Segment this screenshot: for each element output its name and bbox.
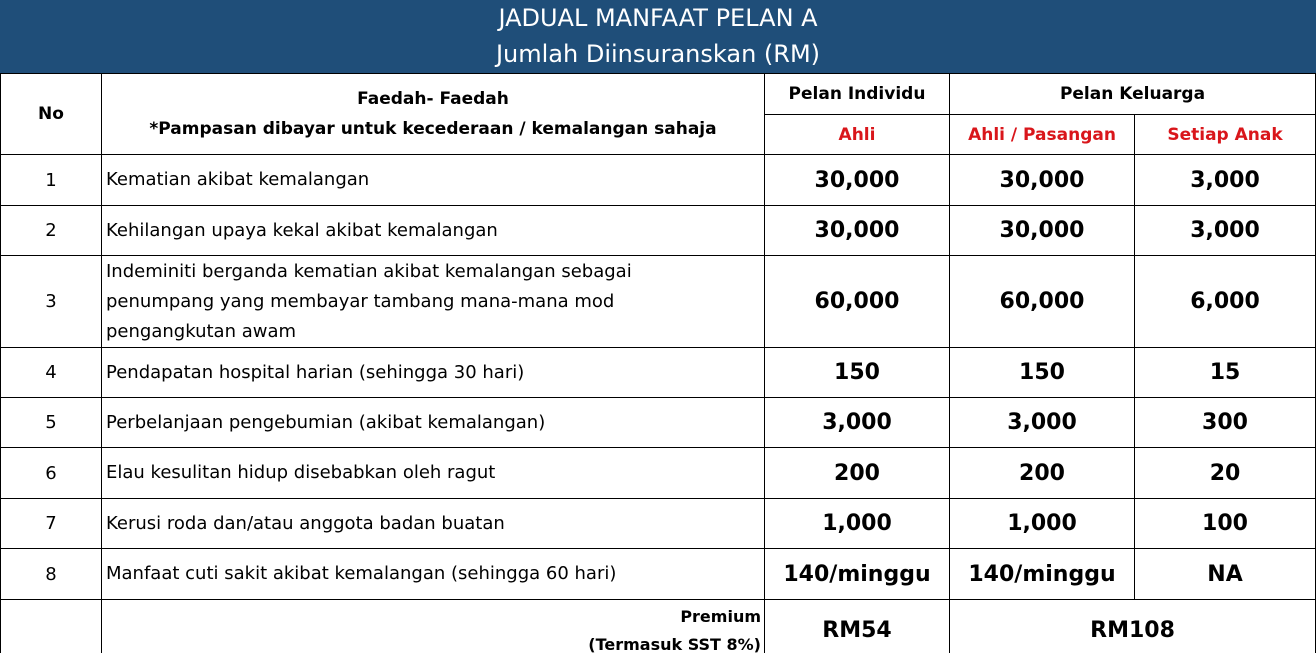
header-faedah — [102, 74, 765, 155]
row-pasangan-value: 200 — [950, 448, 1135, 499]
row-desc: Kerusi roda dan/atau anggota badan buatan — [102, 499, 765, 549]
page-subtitle: Jumlah Diinsuranskan (RM) — [495, 40, 821, 68]
row-desc: Perbelanjaan pengebumian (akibat kemalangan) — [102, 398, 765, 448]
premium-note: (Termasuk SST 8%) — [588, 634, 761, 653]
title-banner — [0, 0, 1316, 73]
page-title: JADUAL MANFAAT PELAN A — [498, 4, 818, 32]
header-faedah-note: *Pampasan dibayar untuk kecederaan / kemalangan sahaja — [149, 119, 717, 139]
row-no: 8 — [1, 549, 102, 600]
benefit-table — [0, 73, 1316, 653]
row-desc: Indeminiti berganda kematian akibat kemalangan sebagai penumpang yang membayar tambang mana-mana mod pengangkutan awam — [102, 256, 765, 348]
premium-individu: RM54 — [765, 600, 950, 653]
header-faedah-title: Faedah- Faedah — [357, 89, 509, 109]
row-pasangan-value: 140/minggu — [950, 549, 1135, 600]
premium-label-cell — [102, 600, 765, 653]
row-desc: Pendapatan hospital harian (sehingga 30 hari) — [102, 348, 765, 398]
header-pelan-keluarga: Pelan Keluarga — [950, 74, 1316, 115]
row-individu-value: 3,000 — [765, 398, 950, 448]
row-individu-value: 30,000 — [765, 206, 950, 256]
row-individu-value: 60,000 — [765, 256, 950, 348]
premium-empty-cell — [1, 600, 102, 653]
row-anak-value: 3,000 — [1135, 206, 1316, 256]
table-row — [1, 549, 1316, 600]
premium-row — [1, 600, 1316, 653]
row-pasangan-value: 30,000 — [950, 155, 1135, 206]
row-anak-value: 15 — [1135, 348, 1316, 398]
row-desc: Manfaat cuti sakit akibat kemalangan (sehingga 60 hari) — [102, 549, 765, 600]
subheader-setiap-anak: Setiap Anak — [1135, 115, 1316, 155]
table-row — [1, 256, 1316, 348]
row-anak-value: 3,000 — [1135, 155, 1316, 206]
table-row — [1, 348, 1316, 398]
row-individu-value: 30,000 — [765, 155, 950, 206]
row-anak-value: 100 — [1135, 499, 1316, 549]
table-row — [1, 206, 1316, 256]
row-no: 5 — [1, 398, 102, 448]
row-desc: Kematian akibat kemalangan — [102, 155, 765, 206]
table-row — [1, 398, 1316, 448]
row-individu-value: 1,000 — [765, 499, 950, 549]
row-desc: Kehilangan upaya kekal akibat kemalangan — [102, 206, 765, 256]
row-anak-value: 20 — [1135, 448, 1316, 499]
row-no: 7 — [1, 499, 102, 549]
row-individu-value: 140/minggu — [765, 549, 950, 600]
table-row — [1, 155, 1316, 206]
header-pelan-individu: Pelan Individu — [765, 74, 950, 115]
row-pasangan-value: 3,000 — [950, 398, 1135, 448]
row-pasangan-value: 30,000 — [950, 206, 1135, 256]
row-pasangan-value: 60,000 — [950, 256, 1135, 348]
row-desc: Elau kesulitan hidup disebabkan oleh ragut — [102, 448, 765, 499]
table-row — [1, 448, 1316, 499]
row-anak-value: 6,000 — [1135, 256, 1316, 348]
row-pasangan-value: 1,000 — [950, 499, 1135, 549]
row-anak-value: 300 — [1135, 398, 1316, 448]
row-no: 1 — [1, 155, 102, 206]
row-no: 6 — [1, 448, 102, 499]
premium-keluarga: RM108 — [950, 600, 1316, 653]
row-pasangan-value: 150 — [950, 348, 1135, 398]
row-no: 4 — [1, 348, 102, 398]
row-no: 2 — [1, 206, 102, 256]
subheader-ahli: Ahli — [765, 115, 950, 155]
row-individu-value: 200 — [765, 448, 950, 499]
premium-label: Premium — [680, 606, 761, 626]
header-no: No — [1, 74, 102, 155]
row-anak-value: NA — [1135, 549, 1316, 600]
table-row — [1, 499, 1316, 549]
subheader-ahli-pasangan: Ahli / Pasangan — [950, 115, 1135, 155]
row-individu-value: 150 — [765, 348, 950, 398]
row-no: 3 — [1, 256, 102, 348]
